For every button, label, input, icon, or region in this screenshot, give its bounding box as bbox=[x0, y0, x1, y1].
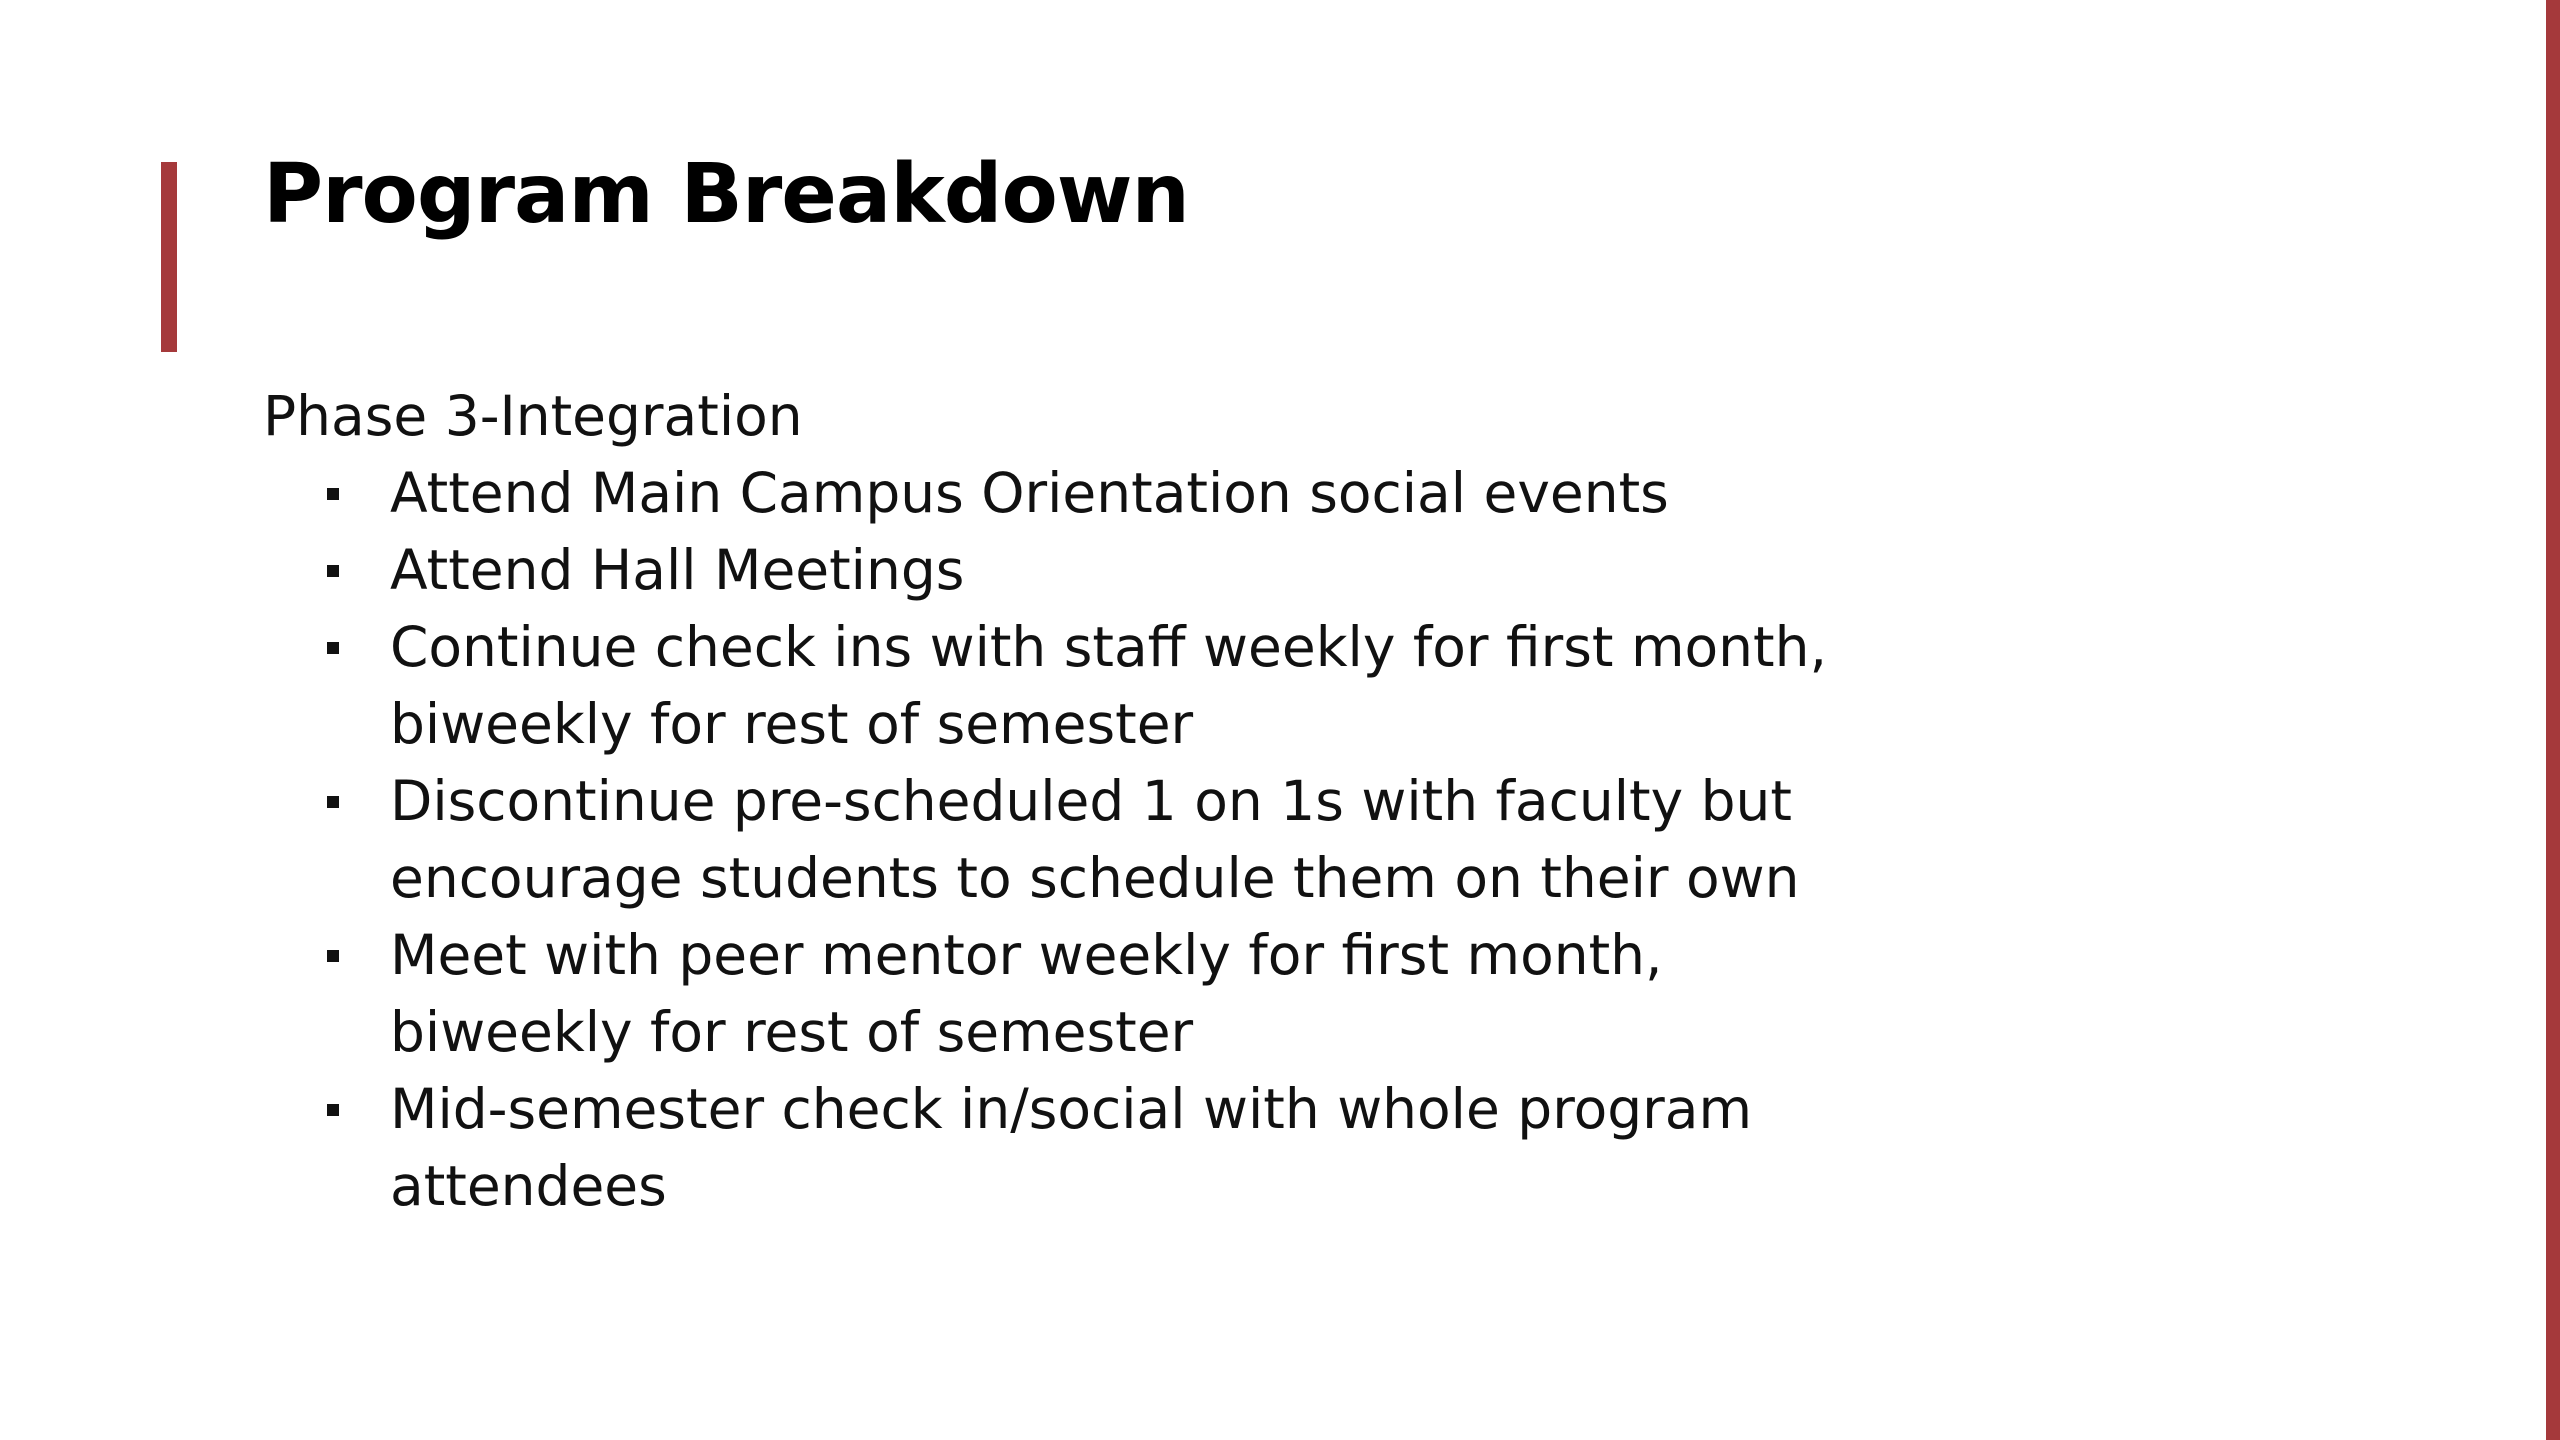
title-accent-bar bbox=[161, 162, 177, 352]
bullet-item: Meet with peer mentor weekly for first month, biweekly for rest of semester bbox=[390, 917, 1883, 1071]
bullet-list bbox=[263, 455, 1883, 1225]
bullet-item: Continue check ins with staff weekly for first month, biweekly for rest of semester bbox=[390, 609, 1883, 763]
bullet-item: Attend Main Campus Orientation social events bbox=[390, 455, 1883, 532]
phase-heading: Phase 3-Integration bbox=[263, 384, 803, 448]
slide-body bbox=[263, 378, 1883, 1225]
bullet-item: Attend Hall Meetings bbox=[390, 532, 1883, 609]
bullet-item: Mid-semester check in/social with whole program attendees bbox=[390, 1071, 1883, 1225]
bullet-item: Discontinue pre-scheduled 1 on 1s with faculty but encourage students to schedule them on their own bbox=[390, 763, 1883, 917]
right-edge-accent-bar bbox=[2546, 0, 2560, 1440]
slide-title: Program Breakdown bbox=[263, 147, 1189, 242]
